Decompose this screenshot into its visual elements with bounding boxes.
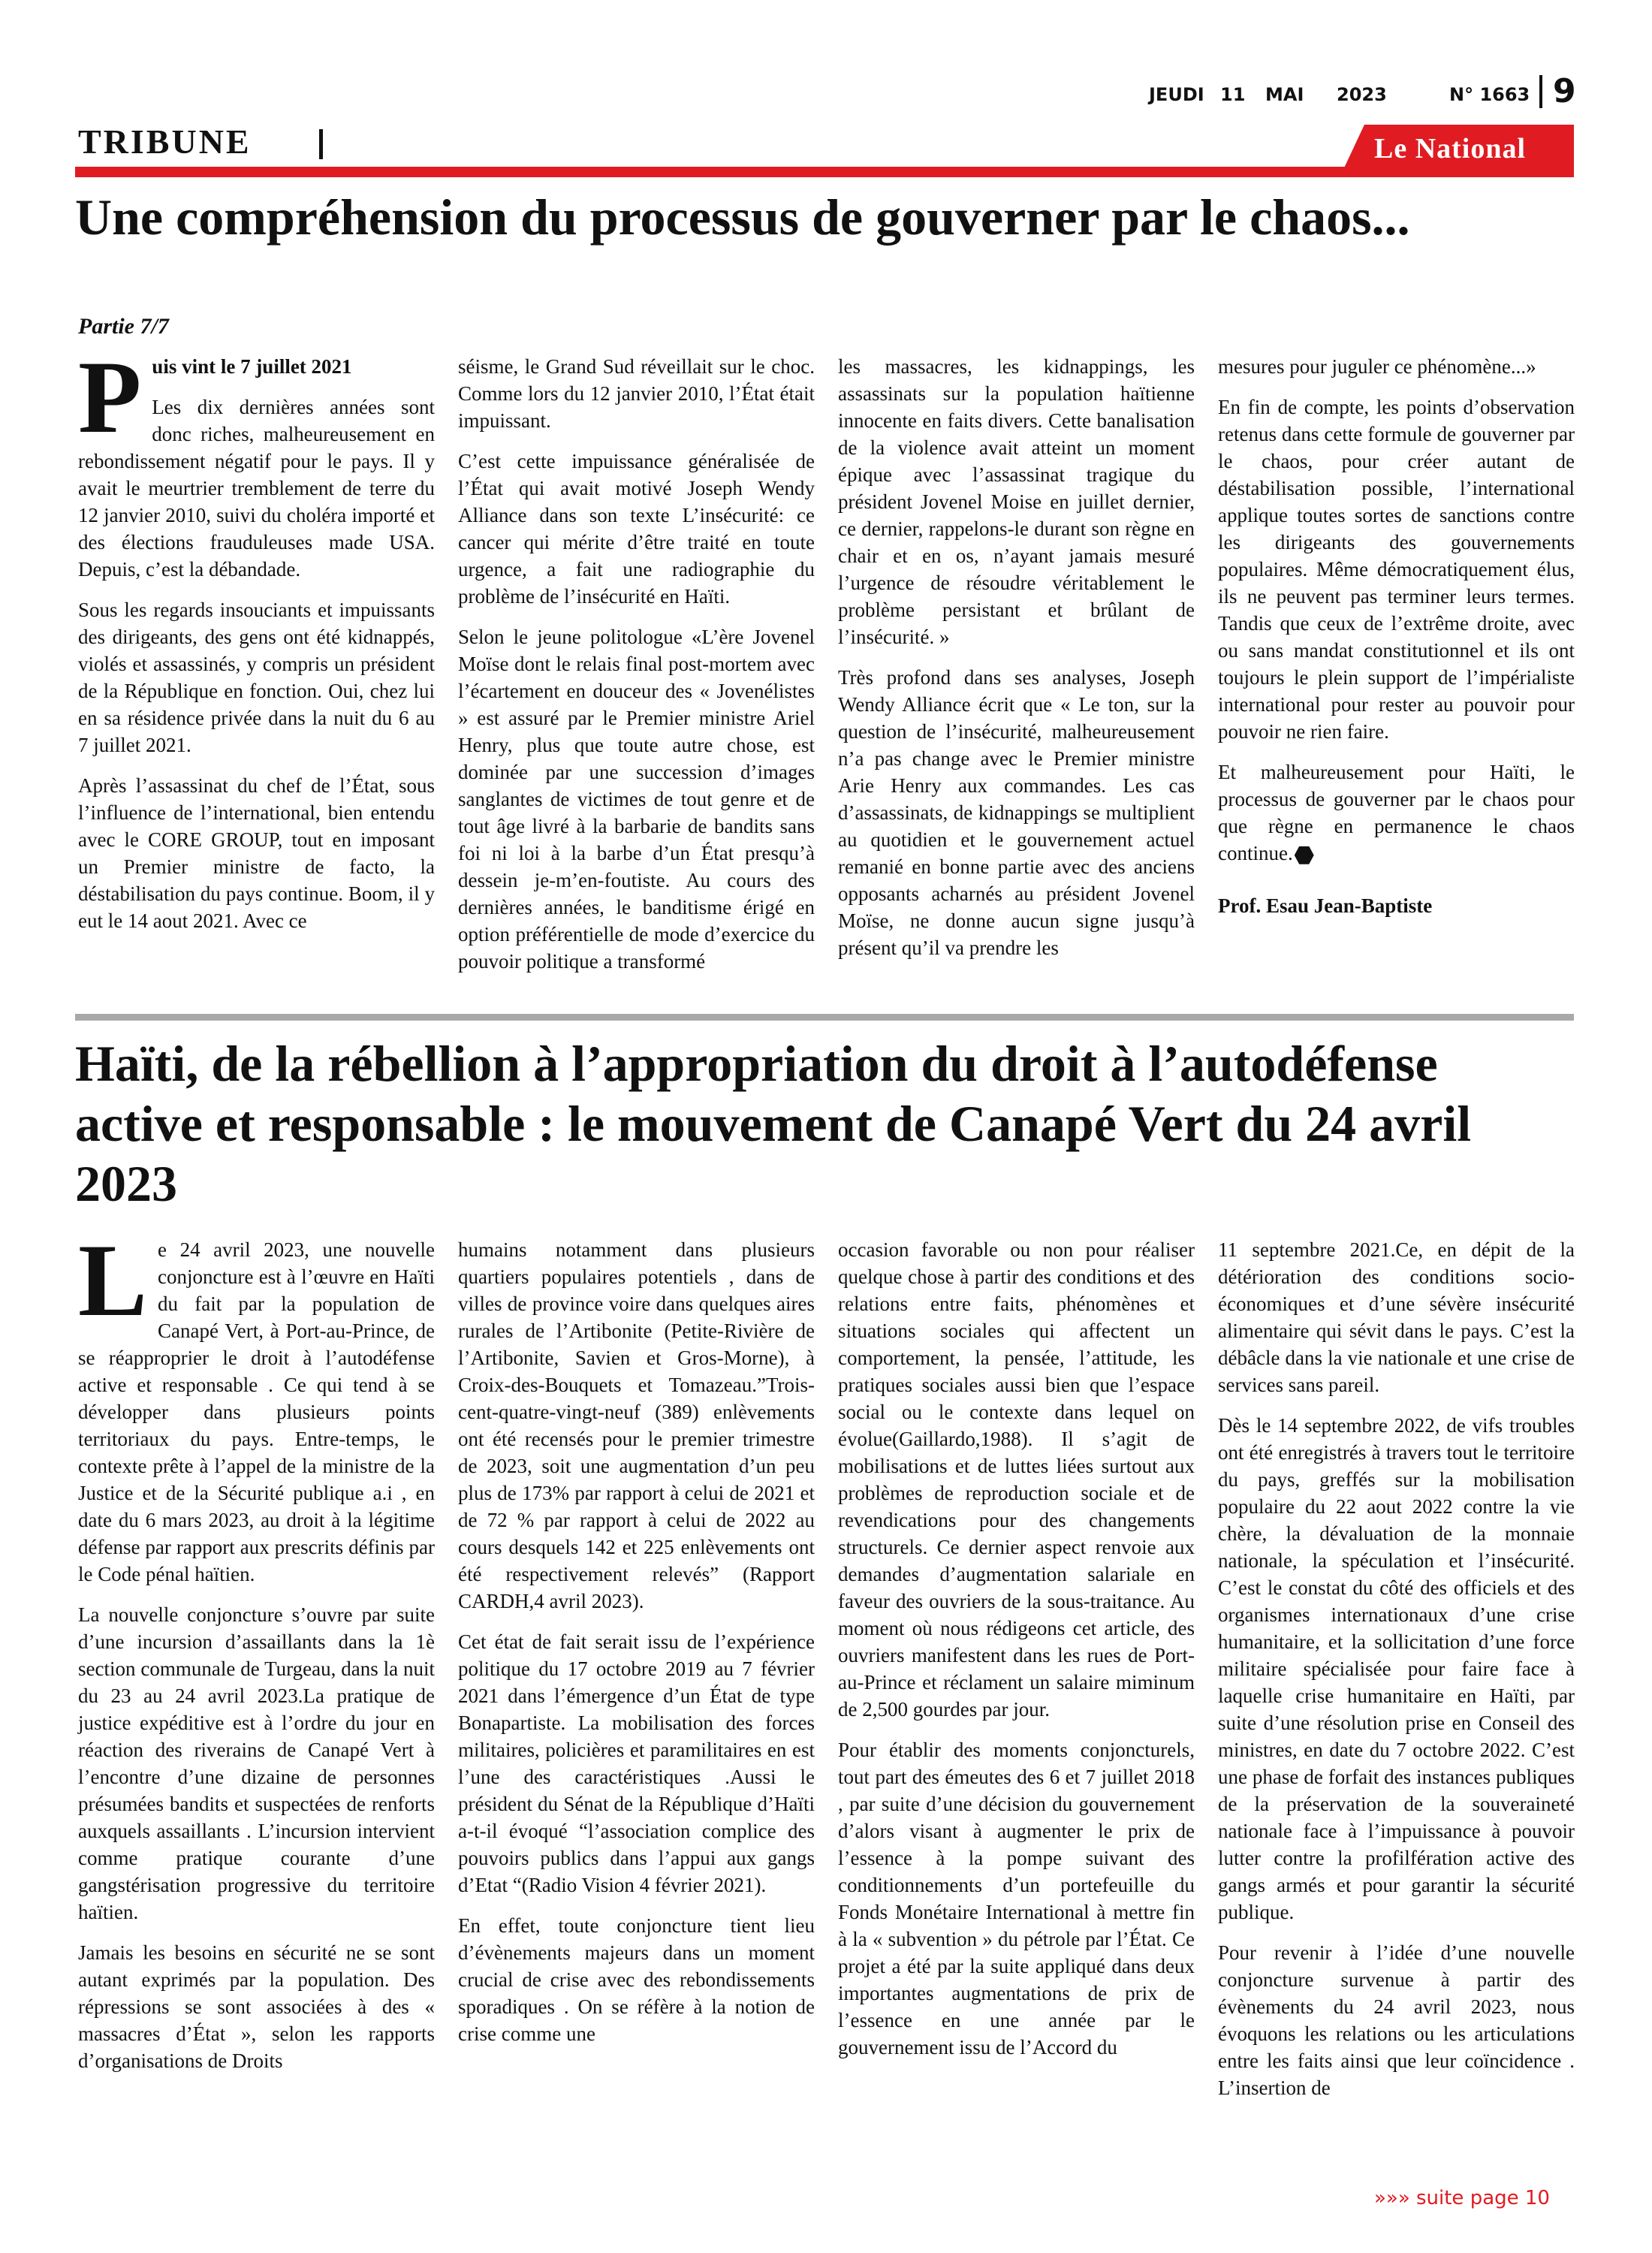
section-divider [319,129,323,159]
issue-day: JEUDI [1149,84,1204,105]
article1-para: mesures pour juguler ce phénomène...» [1218,355,1536,378]
article1-para [1218,759,1575,867]
issue-month: MAI [1265,84,1304,105]
article2-column-2 [458,1236,815,2061]
article2-column-1 [78,1223,435,2088]
article1-para: Les dix dernières années sont donc riches, malheureusement en rebondissement négatif pour le pays. Il y avait le meurtrier tremblement de terre du 12 janvier 2010, suivi du choléra importé et des élections frauduleuses made USA. Depuis, c’est la débandade. [78,396,435,581]
article2-para: Cet état de fait serait issu de l’expérience politique du 17 octobre 2019 au 7 février 2021 dans l’émergence d’un État de type Bonapartiste. La mobilisation des forces militaires, policières et paramilitaires en est l’une des caractéristiques .Aussi le président du Sénat de la République d’Haïti a-t-il évoqué “l’association complice des pouvoirs publics dans l’appui aux gangs d’Etat “(Radio Vision 4 février 2021). [458,1630,815,1896]
article2-column-3 [838,1236,1195,2074]
article2-para: humains notamment dans plusieurs quartiers populaires potentiels , dans de villes de province voire dans quelques aires rurales de l’Artibonite (Petite-Rivière de l’Artibonite, Savien et Gros-Morne), à Croix-des-Bouquets et Tomazeau.”Trois-cent-quatre-vingt-neuf (389) enlèvements ont été recensés pour le premier trimestre de 2023, soit une augmentation d’un peu plus de 173% par rapport à celui de 2021 et de 72 % par rapport à celui de 2022 au cours desquels 142 et 225 enlèvements ont été respectivement relevés” (Rapport CARDH,4 avril 2023). [458,1238,815,1612]
section-label: TRIBUNE [78,122,252,161]
article1-para [78,339,435,454]
article2-para [78,1223,435,1588]
article1-column-3 [838,353,1195,975]
article1-author: Prof. Esau Jean-Baptiste [1218,894,1433,917]
article2-para: Pour établir des moments conjoncturels, tout part des émeutes des 6 et 7 juillet 2018 , par suite d’une décision du gouvernement d’alors visant à augmenter le prix de l’essence à la pompe suivant des conditionnements d’un portefeuille du Fonds Monétaire International à mettre fin à la « subvention » du pétrole par l’État. Ce projet a été par la suite appliqué dans deux importantes augmentations de prix de l’essence en une année par le gouvernement issu de l’Accord du [838,1739,1195,2058]
article1-subtitle: Partie 7/7 [78,314,169,339]
dropcap: P [78,339,142,454]
article2-para: En effet, toute conjoncture tient lieu d’évènements majeurs dans un moment crucial de crise avec des rebondissements sporadiques . On se réfère à la notion de crise comme une [458,1914,815,2045]
article2-para: 11 septembre 2021.Ce, en dépit de la détérioration des conditions socio-économiques et d’une sévère insécurité alimentaire qui sévit dans le pays. C’est la débâcle dans la vie nationale et une crise de services sans pareil. [1218,1238,1575,1396]
issue-date: 11 [1220,84,1246,105]
dropcap: L [78,1223,148,1338]
article2-column-4 [1218,1236,1575,2115]
article2-para: Jamais les besoins en sécurité ne se sont autant exprimés par la population. Des répressions se sont associées à des « massacres d’État », selon les rapports d’organisations de Droits [78,1941,435,2072]
article1-closing-text: Et malheureusement pour Haïti, le processus de gouverner par le chaos pour que règne en permanence le chaos continue. [1218,761,1575,864]
brand-name: Le National [1374,133,1527,164]
issue-year: 2023 [1337,84,1387,105]
article2-para: La nouvelle conjoncture s’ouvre par suite d’une incursion d’assaillants dans la 1è section communale de Turgeau, dans la nuit du 23 au 24 avril 2023.La pratique de justice expéditive est à l’ordre du jour en réaction des riverains de Canapé Vert à l’encontre d’une dizaine de personnes présumées bandits et suspectées de renforts auxquels assaillants . L’incursion intervient comme pratique courante d’une gangstérisation progressive du territoire haïtien. [78,1603,435,1923]
article1-column-2 [458,353,815,988]
article2-para: occasion favorable ou non pour réaliser quelque chose à partir des conditions et des relations entre faits, phénomènes et situations sociales qui affectent un comportement, la pensée, l’attitude, les pratiques sociales aussi bien que l’espace social ou le contexte dans lequel on évolue(Gaillardo,1988). Il s’agit de mobilisations et de luttes liées surtout aux problèmes de reproduction sociale et de revendications pour des changements structurels. Ce dernier aspect renvoie aux demandes d’augmentation salariale en faveur des ouvriers de la sous-traitance. Au moment où nous rédigeons cet article, des ouvriers manifestent dans les rues de Port-au-Prince et réclament un salaire miminum de 2,500 gourdes par jour. [838,1238,1195,1721]
continued-on-link[interactable]: »»» suite page 10 [1374,2187,1550,2209]
end-mark-icon [1295,846,1314,864]
article2-lead-text: e 24 avril 2023, une nouvelle conjoncture est à l’œuvre en Haïti du fait par la population de Canapé Vert, à Port-au-Prince, de se réapproprier le droit à l’autodéfense active et responsable . Ce qui tend à se développer dans plusieurs points territoriaux du pays. Entre-temps, le contexte prête à l’appel de la ministre de la Justice et de la Sécurité publique a.i , en date du 6 mars 2023, au droit à la légitime défense par rapport aux prescrits définis par le Code pénal haïtien. [78,1238,435,1585]
article1-para: les massacres, les kidnappings, les assassinats sur la population haïtienne innocente en faits divers. Cette banalisation de la violence avait atteint un moment épique avec l’assassinat tragique du président Jovenel Moise en juillet dernier, ce dernier, rappelons-le durant son règne en chair et en os, n’ayant jamais mesuré l’urgence de résoudre véritablement le problème persistant et brûlant de l’insécurité. » [838,355,1195,648]
article1-para: Très profond dans ses analyses, Joseph Wendy Alliance écrit que « Le ton, sur la question de l’insécurité, malheureusement n’a pas change avec le Premier ministre Arie Henry aux commandes. Les cas d’assassinats, de kidnappings se multiplient au quotidien et le gouvernement actuel remanié en bonne partie avec des anciens opposants acharnés au président Jovenel Moïse, ne donne aucun signe jusqu’à présent qu’il va prendre les [838,666,1195,959]
article1-para: Selon le jeune politologue «L’ère Jovenel Moïse dont le relais final post-mortem avec l’écartement en douceur des « Jovenélistes » est assuré par le Premier ministre Ariel Henry, plus que toute autre chose, est dominée par une succession d’images sanglantes de victimes de tout genre et de tout âge livré à la barbarie de bandits sans foi ni loi à la barbe d’un État presqu’à dessein je-m’en-foutiste. Au cours des dernières années, le banditisme érigé en option préférentielle de mode d’exercice du pouvoir politique a transformé [458,626,815,973]
article2-para: Dès le 14 septembre 2022, de vifs troubles ont été enregistrés à travers tout le territoire du pays, greffés sur la mobilisation populaire du 22 aout 2022 contre la vie chère, la dévaluation de la monnaie nationale, la spéculation et l’insécurité. C’est le constat du côté des officiels et des organismes internationaux d’une crise humanitaire, et la sollicitation d’une force militaire spécialisée pour faire face à laquelle crise humanitaire en Haïti, par suite d’une résolution prise en Conseil des ministres, en date du 7 octobre 2022. C’est une phase de forfait des instances publiques de la préservation de la souveraineté nationale face à l’impuissance à pouvoir lutter contre la profilfération active des gangs armés et pour garantir la sécurité publique. [1218,1414,1575,1923]
article-divider [75,1014,1574,1021]
article1-para: En fin de compte, les points d’observation retenus dans cette formule de gouverner par le chaos, pour créer autant de déstabilisation possible, l’international applique toutes sortes de sanctions contre les dirigeants des gouvernements populaires. Même démocratiquement élus, ils ne peuvent pas terminer leurs termes. Tandis que ceux de l’extrême droite, avec ou sans mandat constitutionnel et ils ont toujours le plein support de l’impérialiste international pour rester au pouvoir pour pouvoir ne rien faire. [1218,396,1575,743]
article1-para: Après l’assassinat du chef de l’État, sous l’influence de l’international, bien entendu avec le CORE GROUP, tout en imposant un Premier ministre de facto, la déstabilisation du pays continue. Boom, il y eut le 14 aout 2021. Avec ce [78,774,435,932]
article1-para: séisme, le Grand Sud réveillait sur le choc. Comme lors du 12 janvier 2010, l’État était impuissant. [458,355,815,432]
article1-para: C’est cette impuissance généralisée de l’État qui avait motivé Joseph Wendy Alliance dans son texte L’insécurité: ce cancer qui mérite d’être traité en toute urgence, a fait une radiographie du problème de l’insécurité en Haïti. [458,450,815,608]
page-number-divider [1539,75,1542,108]
article2-title: Haïti, de la rébellion à l’appropriation du droit à l’autodéfense active et responsable : le mouvement de Canapé Vert du 24 avril 2023 [75,1035,1472,1212]
article1-title: Une compréhension du processus de gouverner par le chaos... [75,189,1410,246]
issue-number: N° 1663 [1449,84,1530,105]
article1-para: Sous les regards insouciants et impuissants des dirigeants, des gens ont été kidnappés, violés et assassinés, y compris un président de la République en fonction. Oui, chez lui en sa résidence privée dans la nuit du 6 au 7 juillet 2021. [78,599,435,756]
lead-in: uis vint le 7 juillet 2021 [152,355,352,378]
article1-column-4 [1218,353,1575,933]
article2-para: Pour revenir à l’idée d’une nouvelle conjoncture survenue à partir des évènements du 24 avril 2023, nous évoquons les relations ou les articulations entre les faits ainsi que leur coïncidence . L’insertion de [1218,1941,1575,2099]
article1-column-1 [78,339,435,948]
page-number: 9 [1553,72,1576,110]
